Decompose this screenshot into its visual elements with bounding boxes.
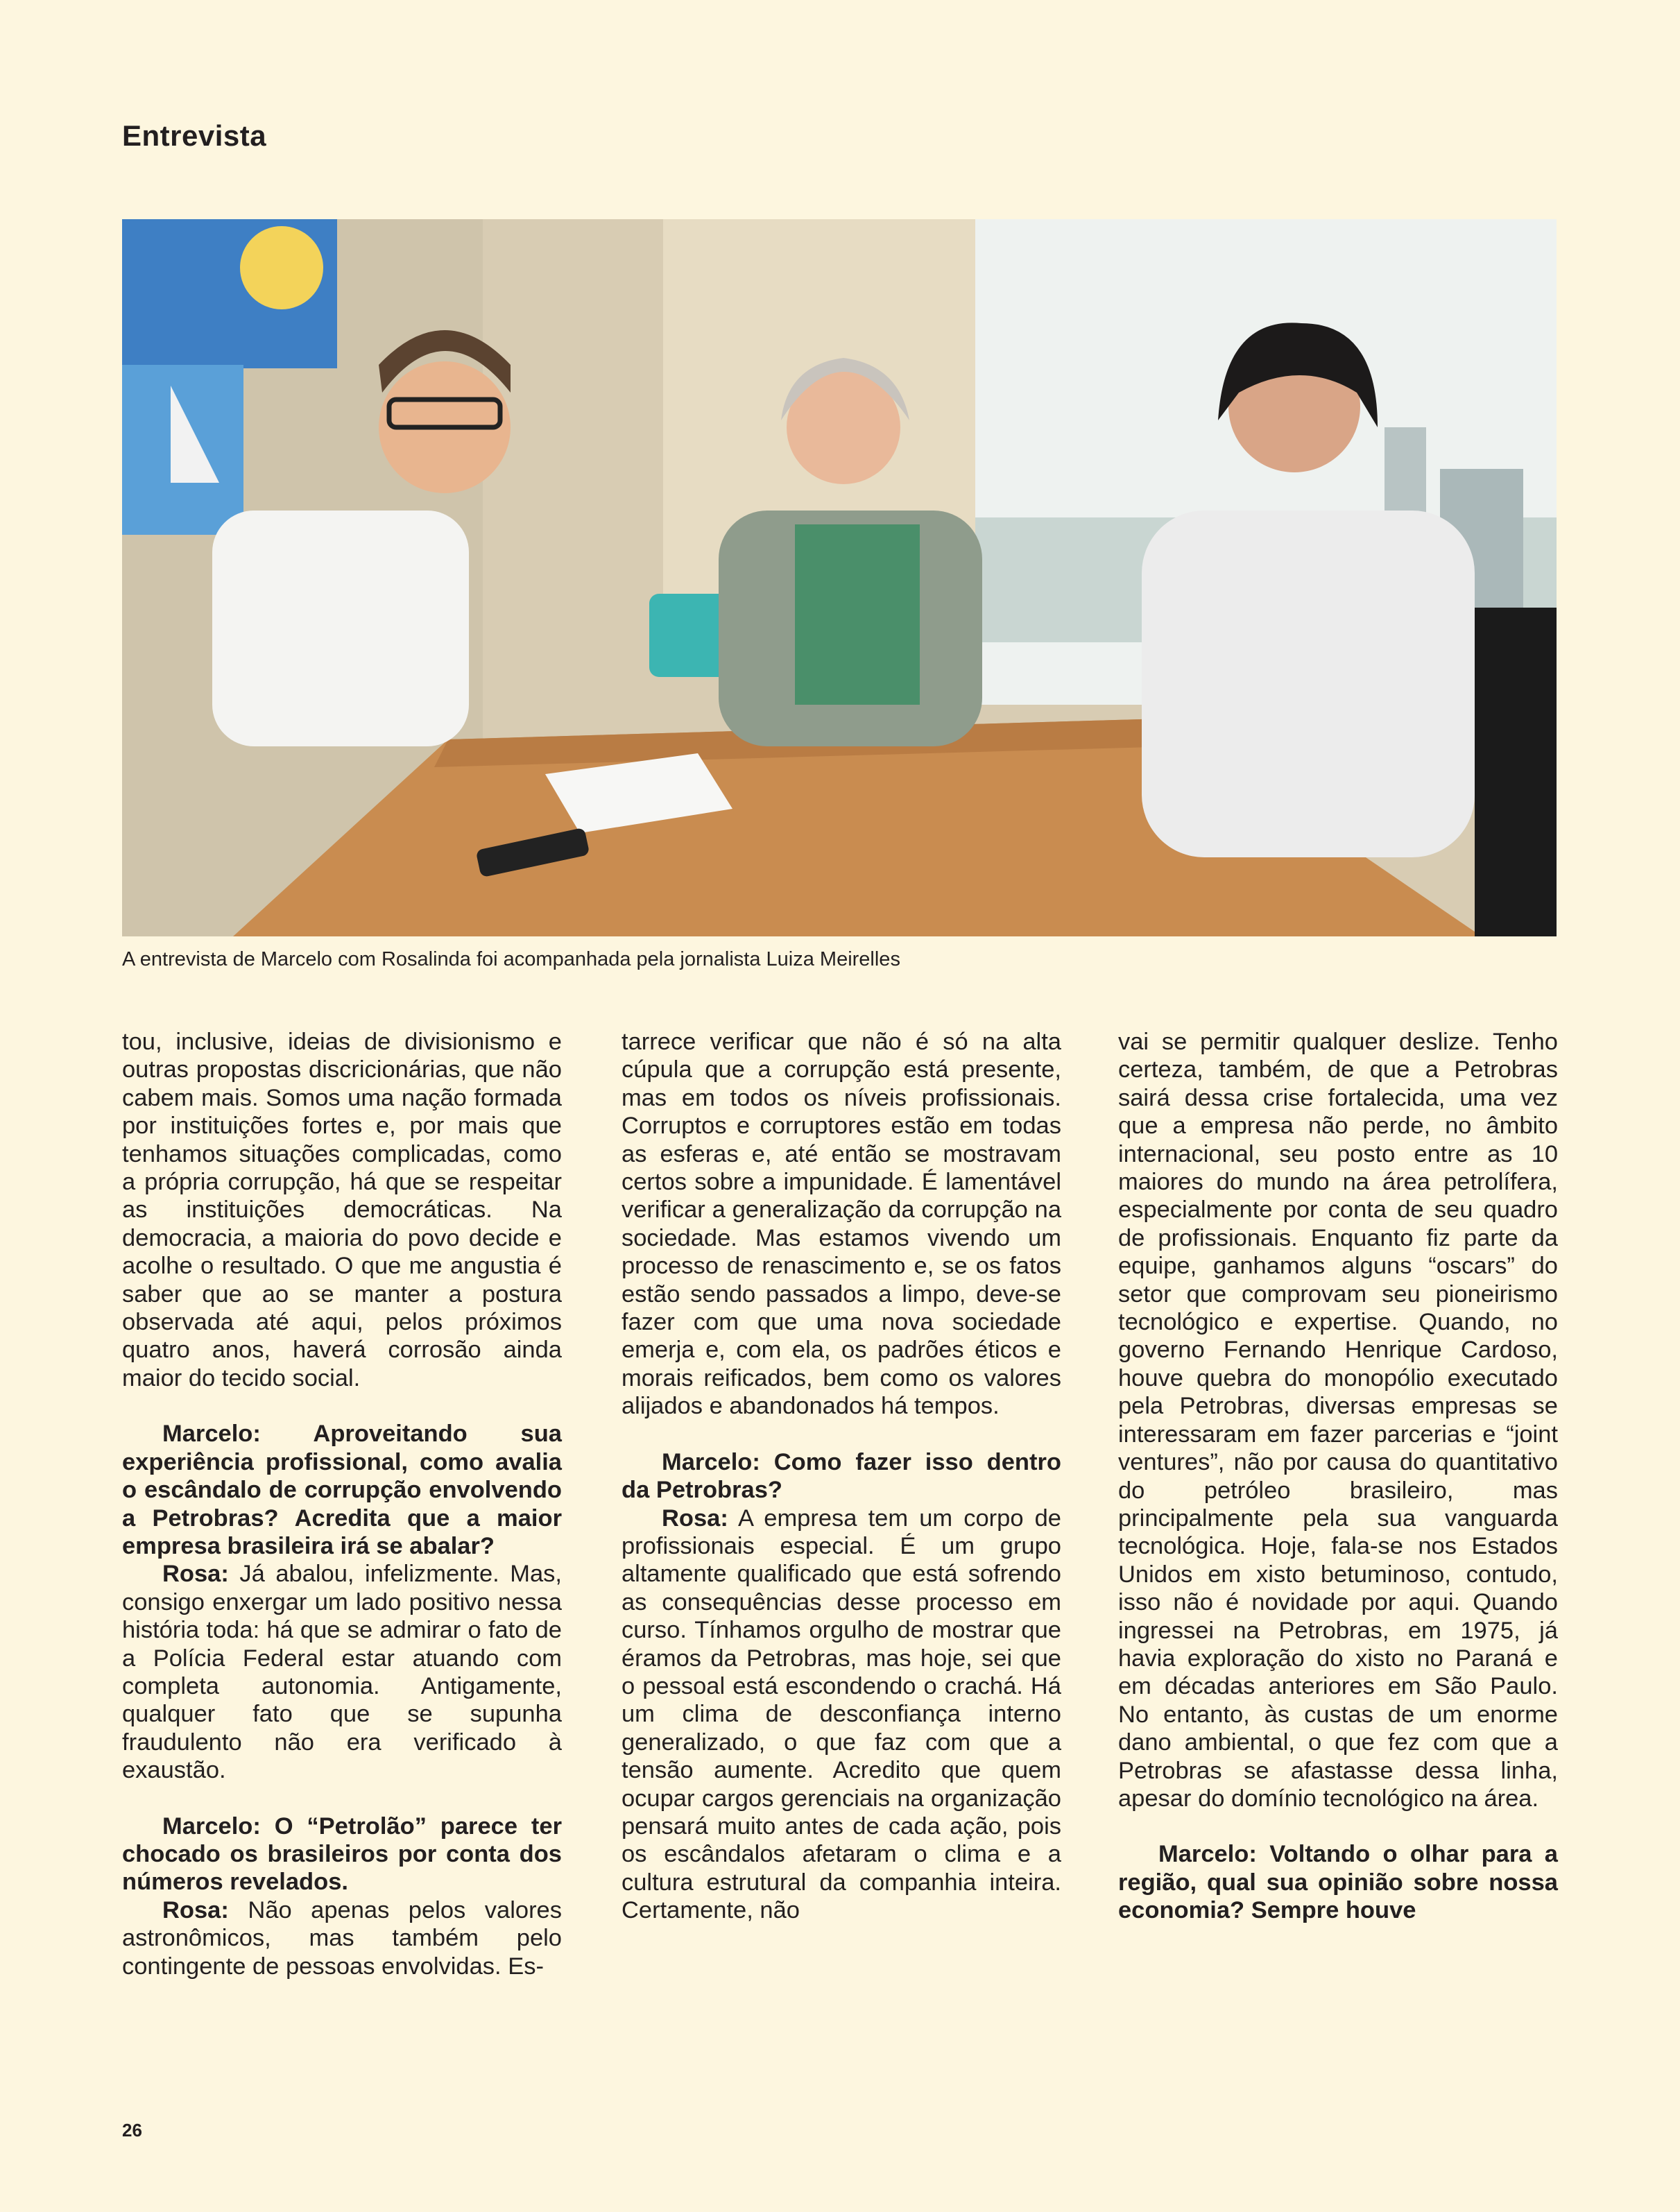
paragraph: vai se permitir qualquer deslize. Tenho certeza, também, de que a Petrobras sairá dessa crise fortalecida, uma vez que a empresa não perde, no âmbito internacional, seu posto entre as 10 maiores do mundo na área petrolífera, especialmente por conta de seu quadro de profissionais. Enquanto fiz parte da equipe, ganhamos alguns “oscars” do setor que comprovam seu pioneirismo tecnológico e expertise. Quando, no governo Fernando Henrique Cardoso, houve quebra do monopólio executado pela Petrobras, diversas empresas se interessaram em fazer parcerias e “joint ventures”, não por causa do quantitativo do petróleo brasileiro, mas principalmente pela sua vanguarda tecnológica. Hoje, fala-se nos Estados Unidos em xisto betuminoso, contudo, isso não é novidade por aqui. Quando ingressei na Petrobras, em 1975, já havia exploração do xisto no Paraná e em décadas anteriores em São Paulo. No entanto, às custas de um enorme dano ambiental, o que fez com que a Petrobras se afastasse dessa linha, apesar do domínio tecnológico na área. — [1118, 1029, 1558, 1812]
paragraph: tou, inclusive, ideias de divisionismo e outras propostas discricionárias, que não cabem mais. Somos uma nação formada por instituições fortes e, por mais que tenhamos situações complicadas, como a própria corrupção, há que se respeitar as instituições democráticas. Na democracia, a maioria do povo decide e acolhe o resultado. O que me angustia é saber que ao se manter a postura observada até aqui, pelos próximos quatro anos, haverá corrosão ainda maior do tecido social. — [122, 1029, 562, 1391]
photo-caption: A entrevista de Marcelo com Rosalinda foi acompanhada pela jornalista Luiza Meirelles — [122, 948, 900, 970]
interview-answer — [122, 1896, 562, 1980]
interview-answer — [122, 1560, 562, 1784]
speaker-label: Rosa: — [162, 1896, 229, 1923]
answer-text: A empresa tem um corpo de profissionais especial. É um grupo altamente qualificado que está sofrendo as consequências desse processo em curso. Tínhamos orgulho de mostrar que éramos da Petrobras, mas hoje, sei que o pessoal está escondendo o crachá. Há um clima de desconfiança interno generalizado, o que faz com que a tensão aumente. Acredito que quem ocupar cargos gerenciais na organização pensará muito antes de cada ação, pois os escândalos afetaram o clima e a cultura estrutural da companhia inteira. Certamente, não — [622, 1504, 1061, 1924]
speaker-label: Rosa: — [662, 1504, 728, 1532]
article-column-2 — [622, 1028, 1061, 1925]
interview-photo — [122, 219, 1557, 936]
interview-answer — [622, 1504, 1061, 1925]
article-column-1 — [122, 1028, 562, 1980]
article-column-3 — [1118, 1028, 1558, 1925]
answer-text: Não apenas pelos valores astronômicos, mas também pelo contingente de pessoas envolvidas. Es- — [122, 1896, 562, 1980]
page-number: 26 — [122, 2120, 142, 2141]
interview-question: Marcelo: Como fazer isso dentro da Petrobras? — [622, 1448, 1061, 1504]
interview-question: Marcelo: Voltando o olhar para a região, qual sua opinião sobre nossa economia? Sempre houve — [1118, 1841, 1558, 1924]
paragraph: tarrece verificar que não é só na alta cúpula que a corrupção está presente, mas em todos os níveis profissionais. Corruptos e corruptores estão em todas as esferas e, até então se mostravam certos sobre a impunidade. É lamentável verificar a generalização da corrupção na sociedade. Mas estamos vivendo um processo de renascimento e, se os fatos estão sendo passados a limpo, deve-se fazer com que uma nova sociedade emerja e, com ela, os padrões éticos e morais reificados, bem como os valores alijados e abandonados há tempos. — [622, 1029, 1061, 1420]
section-title: Entrevista — [122, 119, 267, 152]
speaker-label: Rosa: — [162, 1561, 229, 1588]
answer-text: Já abalou, infelizmente. Mas, consigo enxergar um lado positivo nessa história toda: há que se admirar o fato de a Polícia Federal estar atuando com completa autonomia. Antigamente, qualquer fato que se supunha fraudulento não era verificado à exaustão. — [122, 1561, 562, 1784]
interview-question: Marcelo: O “Petrolão” parece ter chocado os brasileiros por conta dos números revelados. — [122, 1812, 562, 1896]
interview-question: Marcelo: Aproveitando sua experiência profissional, como avalia o escândalo de corrupção envolvendo a Petrobras? Acredita que a maior empresa brasileira irá se abalar? — [122, 1421, 562, 1559]
